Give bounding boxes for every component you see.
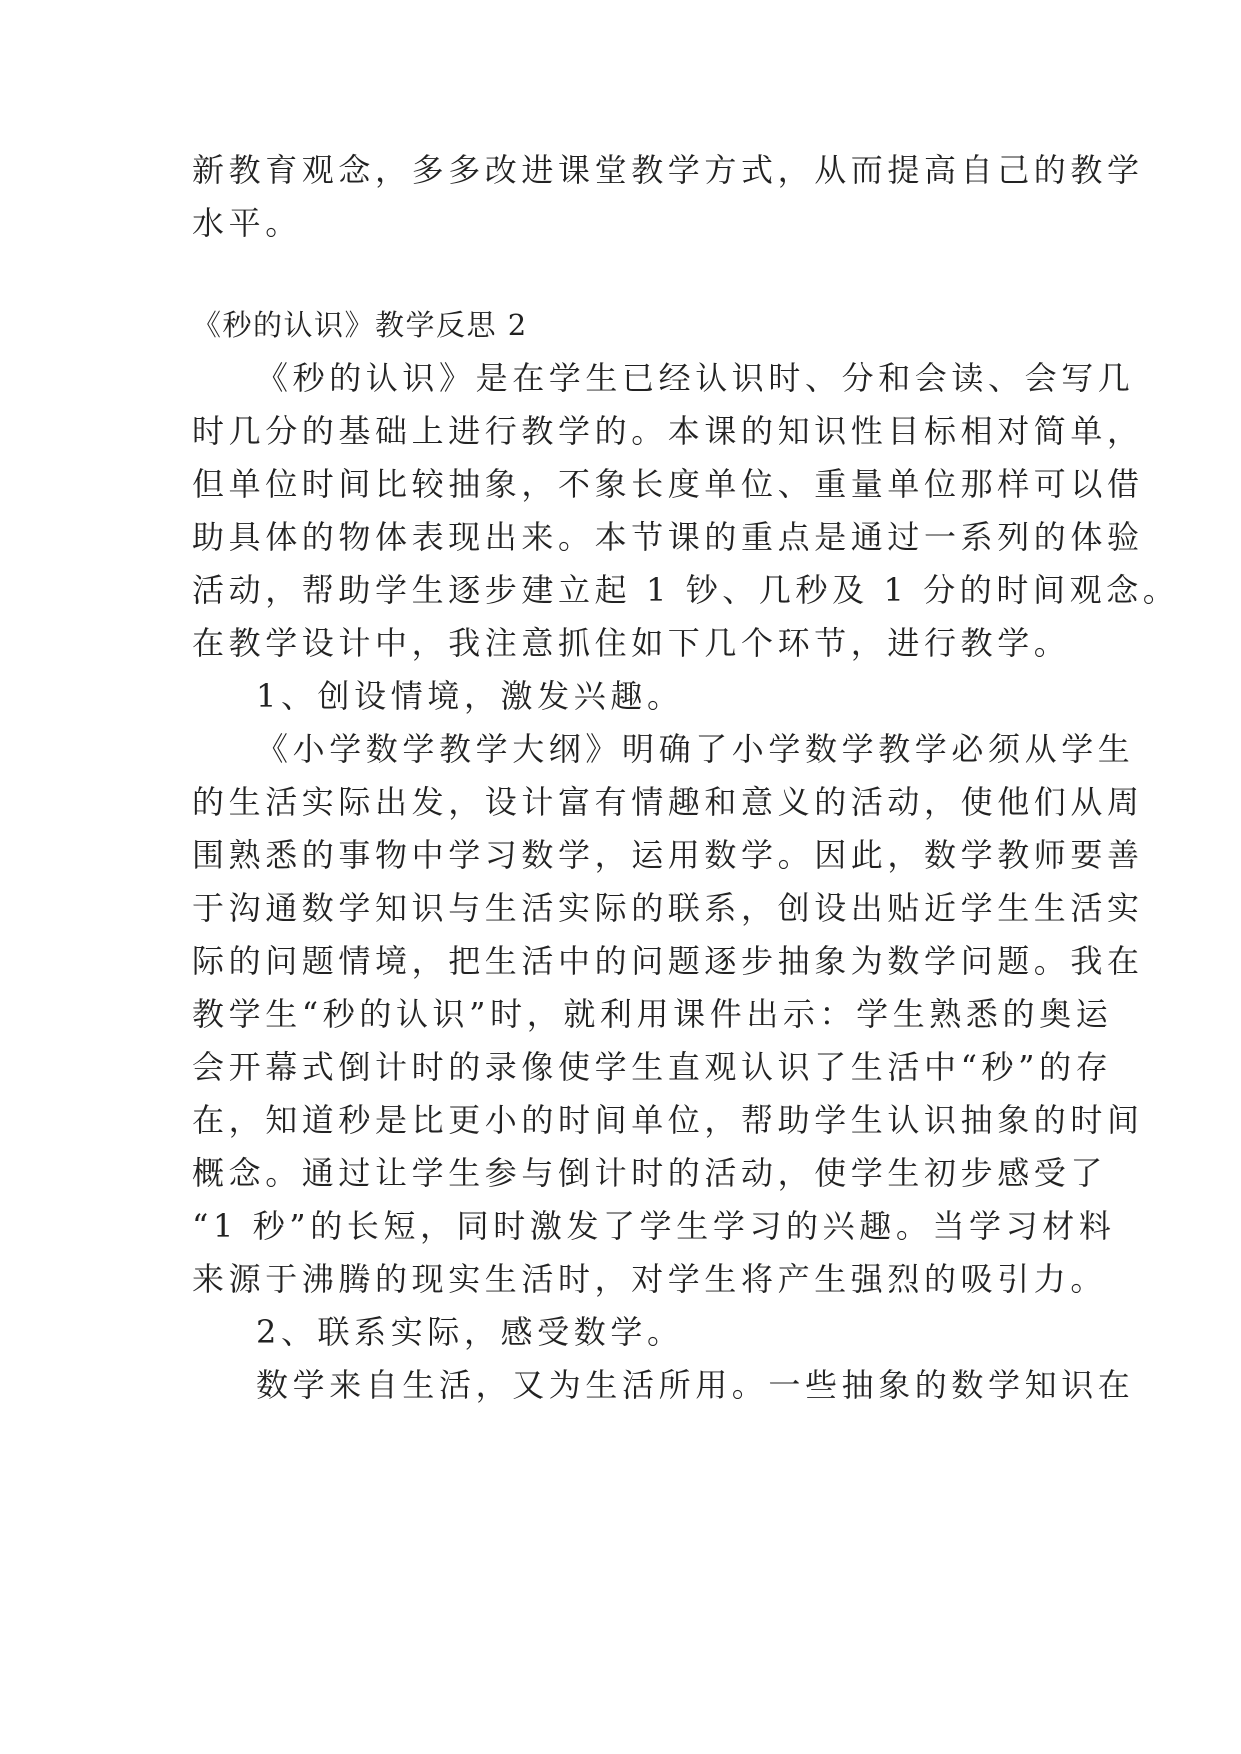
- intro-line: 新教育观念，多多改进课堂教学方式，从而提高自己的教学: [192, 151, 1144, 189]
- paragraph-line: 在教学设计中，我注意抓住如下几个环节，进行教学。: [192, 624, 1071, 662]
- intro-line: 水平。: [192, 204, 302, 242]
- paragraph-line: 助具体的物体表现出来。本节课的重点是通过一系列的体验: [192, 518, 1144, 556]
- paragraph-line: “1 秒”的长短，同时激发了学生学习的兴趣。当学习材料: [192, 1207, 1116, 1245]
- paragraph-line: 教学生“秒的认识”时，就利用课件出示：学生熟悉的奥运: [192, 995, 1113, 1033]
- paragraph-line: 会开幕式倒计时的录像使学生直观认识了生活中“秒”的存: [192, 1048, 1113, 1086]
- paragraph-line: 在，知道秒是比更小的时间单位，帮助学生认识抽象的时间: [192, 1101, 1144, 1139]
- paragraph-line: 《秒的认识》是在学生已经认识时、分和会读、会写几: [256, 359, 1135, 397]
- paragraph-line: 的生活实际出发，设计富有情趣和意义的活动，使他们从周: [192, 783, 1144, 821]
- list-item-title: 2、联系实际，感受数学。: [256, 1313, 684, 1351]
- paragraph-line: 时几分的基础上进行教学的。本课的知识性目标相对简单，: [192, 412, 1144, 450]
- paragraph-line: 围熟悉的事物中学习数学，运用数学。因此，数学教师要善: [192, 836, 1144, 874]
- paragraph-line: 际的问题情境，把生活中的问题逐步抽象为数学问题。我在: [192, 942, 1144, 980]
- paragraph-line: 数学来自生活，又为生活所用。一些抽象的数学知识在: [256, 1366, 1135, 1404]
- list-item-title: 1、创设情境，激发兴趣。: [256, 677, 684, 715]
- paragraph-line: 活动，帮助学生逐步建立起 1 钞、几秒及 1 分的时间观念。: [192, 571, 1180, 609]
- section-heading: 《秒的认识》教学反思 2: [192, 308, 528, 342]
- paragraph-line: 《小学数学教学大纲》明确了小学数学教学必须从学生: [256, 730, 1135, 768]
- paragraph-line: 来源于沸腾的现实生活时，对学生将产生强烈的吸引力。: [192, 1260, 1108, 1298]
- paragraph-line: 概念。通过让学生参与倒计时的活动，使学生初步感受了: [192, 1154, 1108, 1192]
- paragraph-line: 但单位时间比较抽象，不象长度单位、重量单位那样可以借: [192, 465, 1144, 503]
- paragraph-line: 于沟通数学知识与生活实际的联系，创设出贴近学生生活实: [192, 889, 1144, 927]
